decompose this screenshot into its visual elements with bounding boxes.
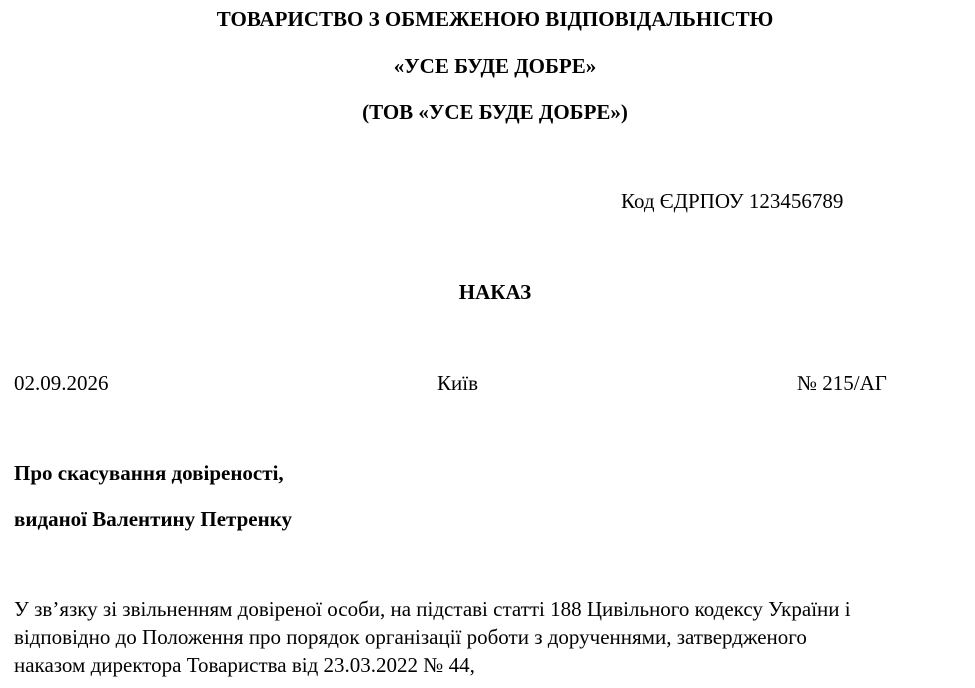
subject-line-2: виданої Валентину Петренку xyxy=(14,507,293,531)
body-paragraph-line-1: У зв’язку зі звільненням довіреної особи, на підставі статті 188 Цивільного кодексу України і xyxy=(14,597,851,621)
order-number: № 215/АГ xyxy=(797,371,887,395)
org-name-line-1: ТОВАРИСТВО З ОБМЕЖЕНОЮ ВІДПОВІДАЛЬНІСТЮ xyxy=(216,7,774,31)
body-paragraph-line-2: відповідно до Положення про порядок організації роботи з дорученнями, затвердженого xyxy=(14,625,807,649)
org-name-line-2: «УСЕ БУДЕ ДОБРЕ» xyxy=(393,54,597,78)
subject-line-1: Про скасування довіреності, xyxy=(14,461,284,485)
document-title: НАКАЗ xyxy=(458,280,532,304)
org-short-name: (ТОВ «УСЕ БУДЕ ДОБРЕ») xyxy=(362,100,628,124)
order-date: 02.09.2026 xyxy=(14,371,109,395)
edrpou-code: Код ЄДРПОУ 123456789 xyxy=(621,189,844,213)
order-city: Київ xyxy=(437,371,478,395)
body-paragraph-line-3: наказом директора Товариства від 23.03.2022 № 44, xyxy=(14,653,475,677)
